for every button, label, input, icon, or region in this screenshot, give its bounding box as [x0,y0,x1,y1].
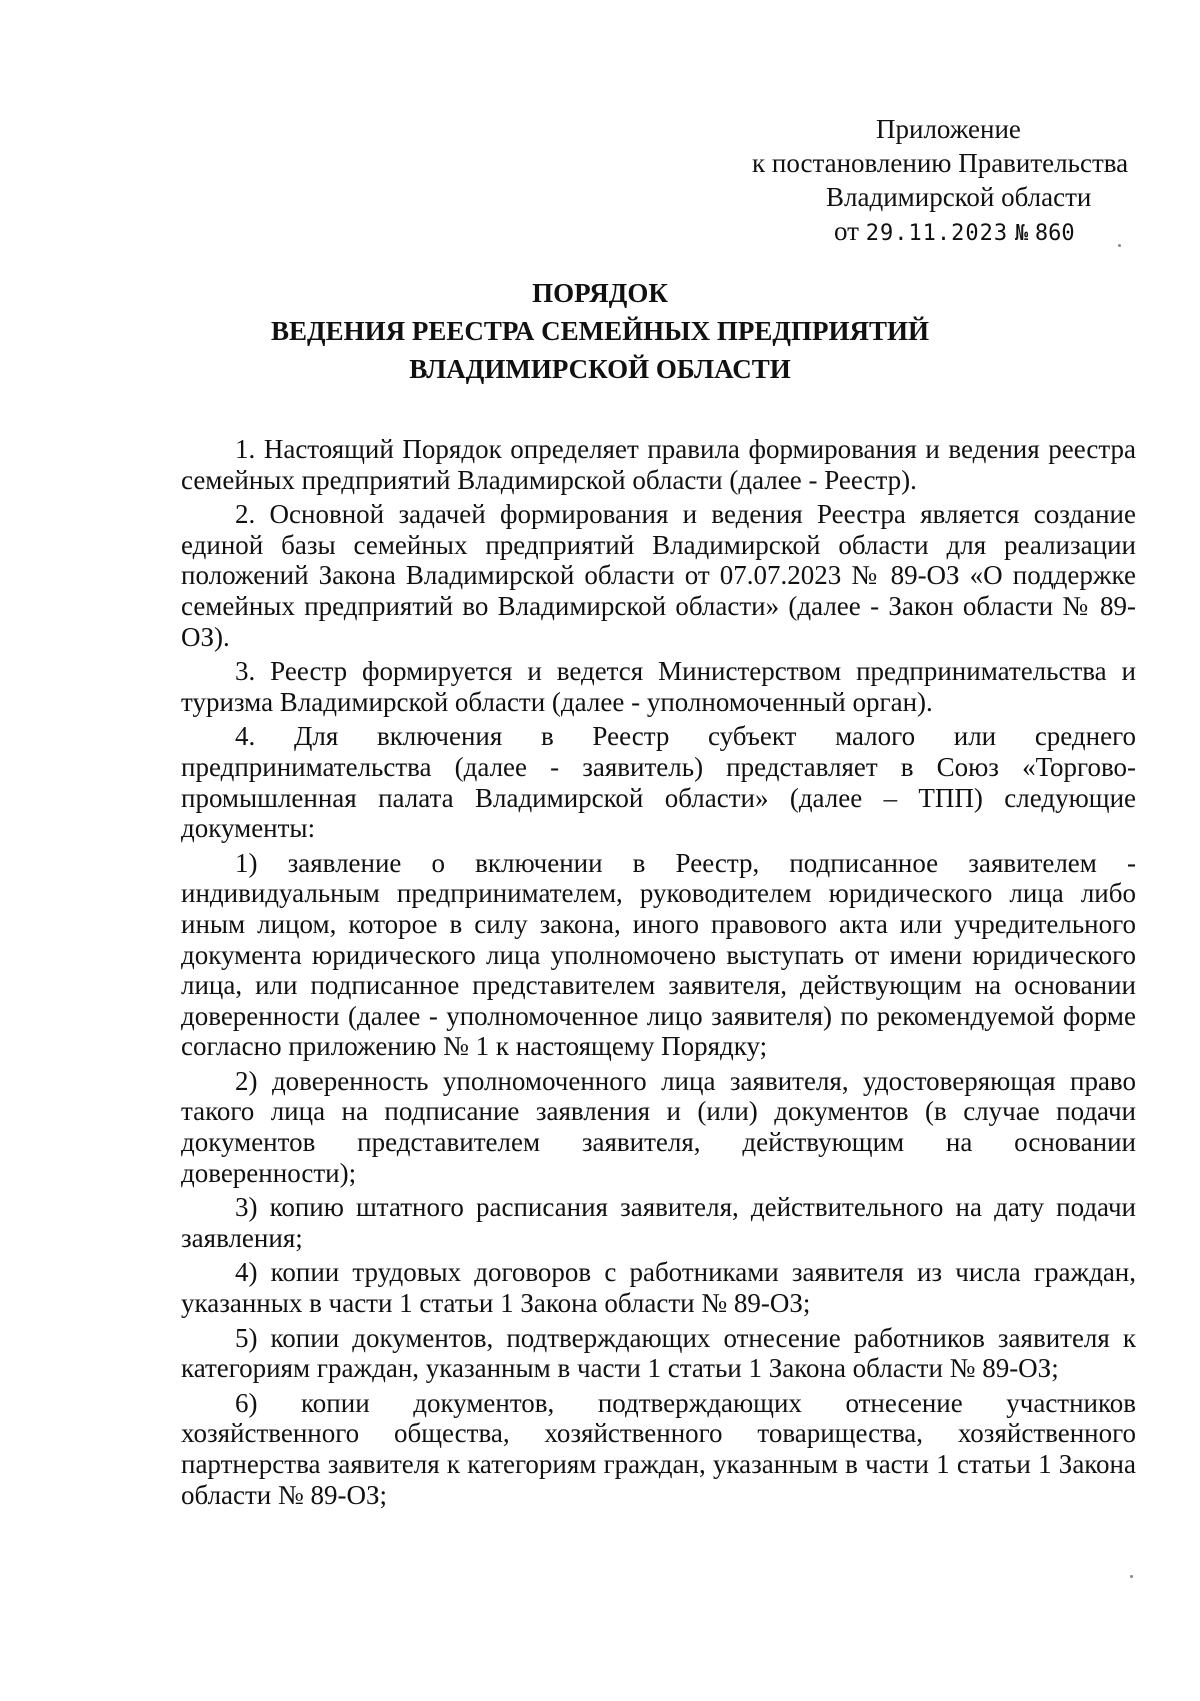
list-item-5: 5) копии документов, подтверждающих отнесение работников заявителя к категориям граждан, указанным в части 1 статьи 1 Закона области № 89-ОЗ; [181,1322,1136,1384]
scan-speck [1130,1575,1133,1578]
appendix-label: Приложение [876,114,1021,144]
number-sign: № [1014,221,1029,246]
appendix-region: Владимирской области [826,182,1092,212]
title-line-1: ПОРЯДОК [532,278,668,308]
list-item-2: 2) доверенность уполномоченного лица заявителя, удостоверяющая право такого лица на подписание заявления и (или) документов (в случае подачи документов представителем заявителя, действующим на основании доверенности); [181,1065,1136,1188]
paragraph-4: 4. Для включения в Реестр субъект малого или среднего предпринимательства (далее - заявитель) представляет в Союз «Торгово-промышленная палата Владимирской области» (далее – ТПП) следующие документы: [181,721,1136,844]
title-line-3: ВЛАДИМИРСКОЙ ОБЛАСТИ [409,354,791,384]
resolution-date: 29.11.2023 [865,221,1009,246]
paragraph-1: 1. Настоящий Порядок определяет правила формирования и ведения реестра семейных предприятий Владимирской области (далее - Реестр). [181,434,1136,495]
appendix-resolution-ref: к постановлению Правительства [752,148,1129,178]
scan-speck [1118,244,1121,247]
list-item-3: 3) копию штатного расписания заявителя, действительного на дату подачи заявления; [181,1192,1136,1253]
appendix-header [700,112,1130,251]
title-line-2: ВЕДЕНИЯ РЕЕСТРА СЕМЕЙНЫХ ПРЕДПРИЯТИЙ [270,316,929,346]
document-title [0,274,1200,388]
paragraph-2: 2. Основной задачей формирования и ведения Реестра является создание единой базы семейных предприятий Владимирской области для реализации положений Закона Владимирской области от 07.07.2023 № 89-ОЗ «О поддержке семейных предприятий во Владимирской области» (далее - Закон области № 89-ОЗ). [181,499,1136,652]
list-item-6: 6) копии документов, подтверждающих отнесение участников хозяйственного общества, хозяйственного товарищества, хозяйственного партнерства заявителя к категориям граждан, указанным в части 1 статьи 1 Закона области № 89-ОЗ; [181,1387,1136,1510]
paragraph-3: 3. Реестр формируется и ведется Министерством предпринимательства и туризма Владимирской области (далее - уполномоченный орган). [181,656,1136,717]
resolution-number: 860 [1034,221,1075,246]
list-item-1: 1) заявление о включении в Реестр, подписанное заявителем - индивидуальным предпринимателем, руководителем юридического лица либо иным лицом, которое в силу закона, иного правового акта или учредительного документа юридического лица уполномочено выступать от имени юридического лица, или подписанное представителем заявителя, действующим на основании доверенности (далее - уполномоченное лицо заявителя) по рекомендуемой форме согласно приложению № 1 к настоящему Порядку; [181,847,1136,1062]
appendix-date-line [700,214,1130,251]
document-body [181,434,1136,1514]
date-prefix: от [834,216,859,246]
list-item-4: 4) копии трудовых договоров с работниками заявителя из числа граждан, указанных в части 1 статьи 1 Закона области № 89-ОЗ; [181,1257,1136,1319]
